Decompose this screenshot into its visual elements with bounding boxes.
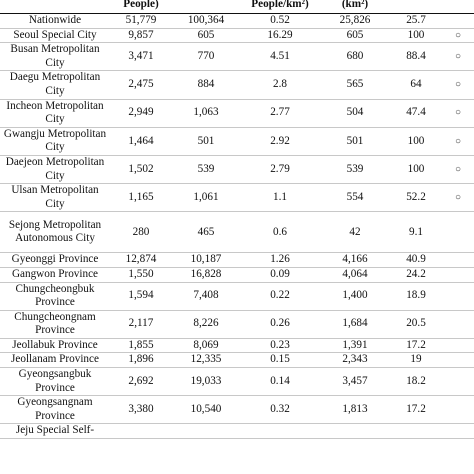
urban-area-cell: 605 [320, 28, 390, 43]
density-cell: 2.92 [240, 127, 320, 155]
urban-area-cell: 1,400 [320, 282, 390, 310]
population-cell: 1,464 [110, 127, 172, 155]
urban-area-cell: 1,813 [320, 396, 390, 424]
table-row [0, 338, 474, 353]
area-cell: 1,061 [172, 184, 240, 212]
region-cell: Jeollanam Province [0, 353, 110, 368]
population-cell: 1,855 [110, 338, 172, 353]
area-cell: 16,828 [172, 267, 240, 282]
table-row [0, 396, 474, 424]
metro-mark-cell: ○ [442, 184, 474, 212]
metro-mark-cell [442, 14, 474, 29]
region-cell: Gangwon Province [0, 267, 110, 282]
header-population: People) [110, 0, 172, 14]
ratio-cell: 100 [390, 127, 442, 155]
ratio-cell: 20.5 [390, 310, 442, 338]
density-cell: 0.09 [240, 267, 320, 282]
header-area [172, 0, 240, 14]
metro-mark-cell [442, 310, 474, 338]
population-cell: 9,857 [110, 28, 172, 43]
table-row [0, 282, 474, 310]
area-cell: 10,540 [172, 396, 240, 424]
urban-area-cell: 501 [320, 127, 390, 155]
density-cell: 16.29 [240, 28, 320, 43]
region-cell: Gwangju Metropolitan City [0, 127, 110, 155]
table-row [0, 99, 474, 127]
table-row [0, 43, 474, 71]
area-cell: 539 [172, 155, 240, 183]
area-cell: 605 [172, 28, 240, 43]
ratio-cell: 18.2 [390, 368, 442, 396]
population-cell: 2,692 [110, 368, 172, 396]
table-row [0, 368, 474, 396]
ratio-cell: 64 [390, 71, 442, 99]
metro-mark-cell [442, 253, 474, 268]
region-cell: Daegu Metropolitan City [0, 71, 110, 99]
area-cell: 8,226 [172, 310, 240, 338]
area-cell: 1,063 [172, 99, 240, 127]
table-row [0, 127, 474, 155]
table-row [0, 184, 474, 212]
header-density: People/km²) [240, 0, 320, 14]
density-cell: 1.1 [240, 184, 320, 212]
density-cell: 0.32 [240, 396, 320, 424]
density-cell: 4.51 [240, 43, 320, 71]
density-cell [240, 424, 320, 439]
ratio-cell: 24.2 [390, 267, 442, 282]
urban-area-cell: 25,826 [320, 14, 390, 29]
population-cell: 2,117 [110, 310, 172, 338]
area-cell: 19,033 [172, 368, 240, 396]
area-cell: 884 [172, 71, 240, 99]
area-cell: 770 [172, 43, 240, 71]
density-cell: 0.52 [240, 14, 320, 29]
urban-area-cell: 4,166 [320, 253, 390, 268]
population-cell: 280 [110, 212, 172, 253]
urban-area-cell: 4,064 [320, 267, 390, 282]
metro-mark-cell [442, 396, 474, 424]
region-cell: Sejong Metropolitan Autonomous City [0, 212, 110, 253]
table-row [0, 71, 474, 99]
ratio-cell: 18.9 [390, 282, 442, 310]
metro-mark-cell [442, 282, 474, 310]
urban-area-cell: 3,457 [320, 368, 390, 396]
metro-mark-cell: ○ [442, 155, 474, 183]
metro-mark-cell: ○ [442, 71, 474, 99]
region-cell: Incheon Metropolitan City [0, 99, 110, 127]
region-cell: Chungcheongnam Province [0, 310, 110, 338]
ratio-cell: 19 [390, 353, 442, 368]
header-urban-area: (km²) [320, 0, 390, 14]
ratio-cell: 17.2 [390, 338, 442, 353]
ratio-cell: 100 [390, 28, 442, 43]
table-row [0, 14, 474, 29]
region-cell: Seoul Special City [0, 28, 110, 43]
metro-mark-cell [442, 338, 474, 353]
urban-area-cell: 539 [320, 155, 390, 183]
region-cell: Jeju Special Self- [0, 424, 110, 439]
area-cell: 12,335 [172, 353, 240, 368]
ratio-cell: 25.7 [390, 14, 442, 29]
population-cell: 3,471 [110, 43, 172, 71]
metro-mark-cell: ○ [442, 99, 474, 127]
ratio-cell: 88.4 [390, 43, 442, 71]
urban-area-cell: 554 [320, 184, 390, 212]
ratio-cell: 100 [390, 155, 442, 183]
ratio-cell: 9.1 [390, 212, 442, 253]
density-cell: 1.26 [240, 253, 320, 268]
area-cell: 501 [172, 127, 240, 155]
area-cell: 8,069 [172, 338, 240, 353]
table-row [0, 155, 474, 183]
table-row [0, 310, 474, 338]
area-cell: 7,408 [172, 282, 240, 310]
urban-area-cell: 1,684 [320, 310, 390, 338]
table-row [0, 353, 474, 368]
urban-area-cell: 1,391 [320, 338, 390, 353]
density-cell: 2.8 [240, 71, 320, 99]
population-cell: 1,550 [110, 267, 172, 282]
table-row [0, 267, 474, 282]
region-cell: Chungcheongbuk Province [0, 282, 110, 310]
ratio-cell: 47.4 [390, 99, 442, 127]
region-cell: Gyeonggi Province [0, 253, 110, 268]
urban-area-cell: 565 [320, 71, 390, 99]
area-cell: 100,364 [172, 14, 240, 29]
ratio-cell: 52.2 [390, 184, 442, 212]
region-cell: Jeollabuk Province [0, 338, 110, 353]
urban-area-cell: 2,343 [320, 353, 390, 368]
metro-mark-cell [442, 267, 474, 282]
population-cell: 51,779 [110, 14, 172, 29]
area-cell [172, 424, 240, 439]
population-cell: 3,380 [110, 396, 172, 424]
density-cell: 2.79 [240, 155, 320, 183]
region-cell: Gyeongsangbuk Province [0, 368, 110, 396]
metro-mark-cell [442, 212, 474, 253]
metro-mark-cell: ○ [442, 28, 474, 43]
region-cell: Gyeongsangnam Province [0, 396, 110, 424]
population-cell [110, 424, 172, 439]
metro-mark-cell [442, 353, 474, 368]
population-cell: 1,502 [110, 155, 172, 183]
density-cell: 2.77 [240, 99, 320, 127]
population-cell: 1,594 [110, 282, 172, 310]
density-cell: 0.22 [240, 282, 320, 310]
header-metro [442, 0, 474, 14]
density-cell: 0.6 [240, 212, 320, 253]
ratio-cell: 40.9 [390, 253, 442, 268]
table-row [0, 424, 474, 439]
urban-area-cell: 504 [320, 99, 390, 127]
area-cell: 465 [172, 212, 240, 253]
header-region [0, 0, 110, 14]
table-row [0, 28, 474, 43]
density-cell: 0.15 [240, 353, 320, 368]
urban-area-cell: 42 [320, 212, 390, 253]
metro-mark-cell: ○ [442, 43, 474, 71]
ratio-cell [390, 424, 442, 439]
density-cell: 0.14 [240, 368, 320, 396]
metro-mark-cell: ○ [442, 127, 474, 155]
table-header-row [0, 0, 474, 14]
table-row [0, 253, 474, 268]
region-cell: Nationwide [0, 14, 110, 29]
population-cell: 2,949 [110, 99, 172, 127]
population-cell: 1,165 [110, 184, 172, 212]
density-cell: 0.26 [240, 310, 320, 338]
region-cell: Daejeon Metropolitan City [0, 155, 110, 183]
metro-mark-cell [442, 368, 474, 396]
population-cell: 1,896 [110, 353, 172, 368]
population-cell: 2,475 [110, 71, 172, 99]
urban-area-cell: 680 [320, 43, 390, 71]
ratio-cell: 17.2 [390, 396, 442, 424]
area-cell: 10,187 [172, 253, 240, 268]
urban-area-cell [320, 424, 390, 439]
density-cell: 0.23 [240, 338, 320, 353]
region-cell: Ulsan Metropolitan City [0, 184, 110, 212]
population-cell: 12,874 [110, 253, 172, 268]
table-row [0, 212, 474, 253]
region-cell: Busan Metropolitan City [0, 43, 110, 71]
header-ratio [390, 0, 442, 14]
metro-mark-cell [442, 424, 474, 439]
